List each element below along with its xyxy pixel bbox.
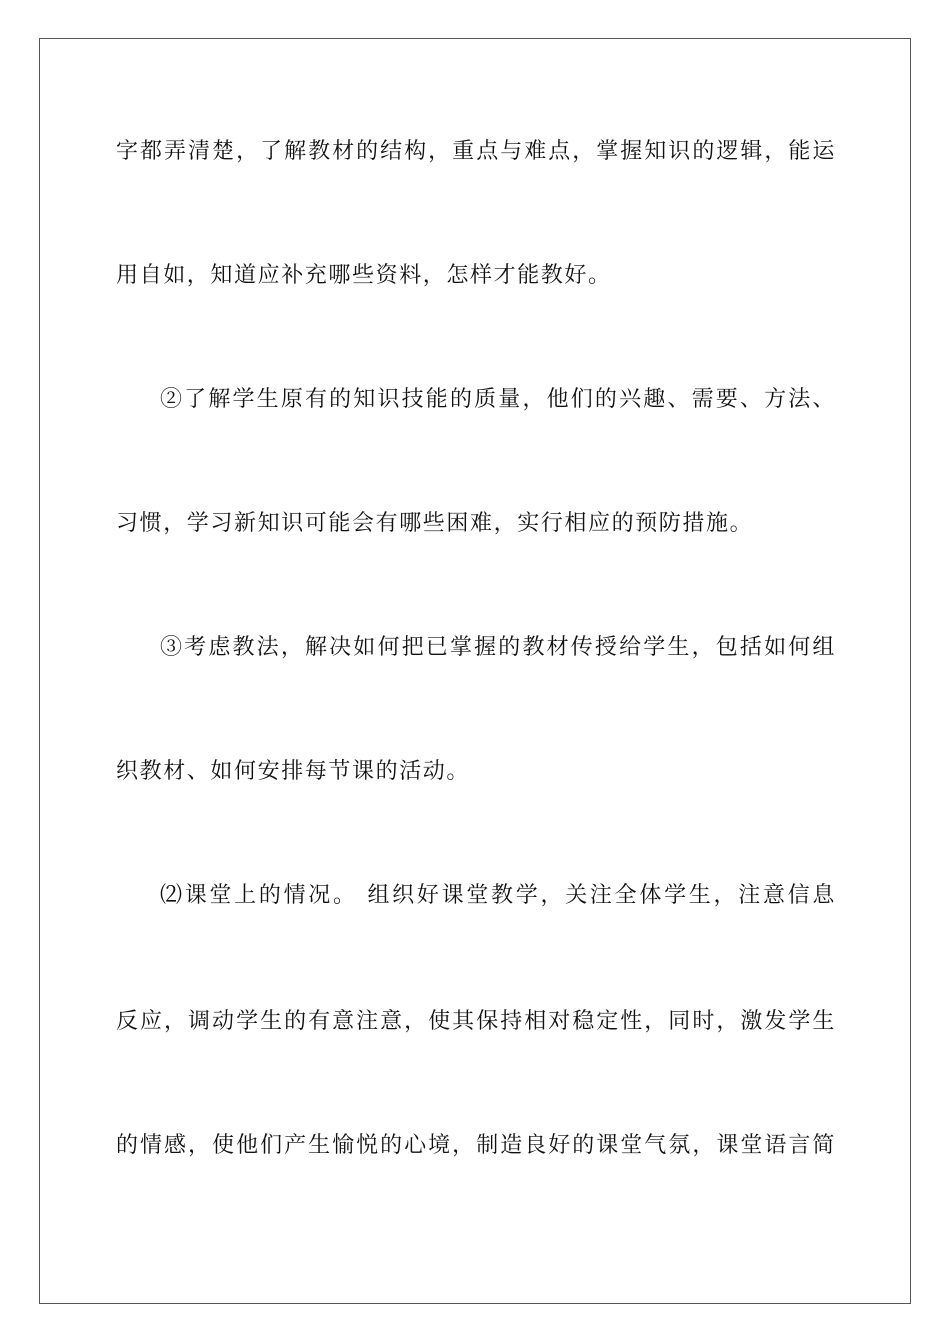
text-line-4: 习惯，学习新知识可能会有哪些困难，实行相应的预防措施。	[116, 511, 754, 536]
text-line-7: ⑵课堂上的情况。 组织好课堂教学，关注全体学生，注意信息	[160, 883, 836, 908]
page-border	[39, 38, 911, 1304]
text-line-6: 织教材、如何安排每节课的活动。	[116, 759, 471, 784]
text-line-9: 的情感，使他们产生愉悦的心境，制造良好的课堂气氛，课堂语言简	[116, 1133, 836, 1158]
text-line-3: ②了解学生原有的知识技能的质量，他们的兴趣、需要、方法、	[160, 387, 836, 412]
text-line-1: 字都弄清楚，了解教材的结构，重点与难点，掌握知识的逻辑，能运	[116, 139, 836, 164]
text-line-2: 用自如，知道应补充哪些资料，怎样才能教好。	[116, 263, 612, 288]
text-line-5: ③考虑教法，解决如何把已掌握的教材传授给学生，包括如何组	[160, 635, 836, 660]
text-line-8: 反应，调动学生的有意注意，使其保持相对稳定性，同时，激发学生	[116, 1009, 836, 1034]
